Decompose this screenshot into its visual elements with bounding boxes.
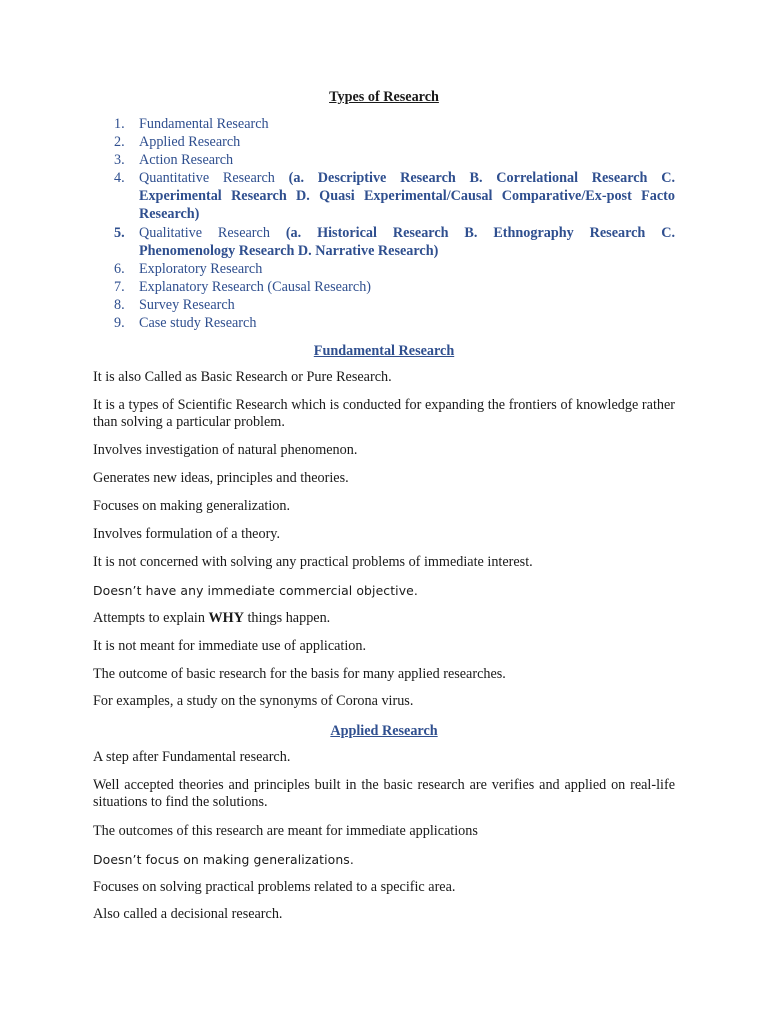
list-item-text: Action Research [139, 152, 234, 169]
list-item [93, 151, 675, 169]
paragraph: It is not concerned with solving any practical problems of immediate interest. [93, 554, 533, 570]
paragraph: Focuses on solving practical problems related to a specific area. [93, 879, 456, 895]
paragraph: Involves formulation of a theory. [93, 526, 281, 542]
paragraph: The outcomes of this research are meant for immediate applications [93, 823, 478, 839]
paragraph: It is also Called as Basic Research or Pure Research. [93, 369, 392, 385]
paragraph: For examples, a study on the synonyms of Corona virus. [93, 693, 414, 709]
paragraph-text: Attempts to explain [93, 610, 209, 626]
section-heading-applied: Applied Research [330, 723, 438, 739]
list-item-text: Quantitative Research [139, 170, 289, 187]
list-number: 9. [114, 315, 125, 332]
list-number: 1. [114, 116, 125, 132]
list-number: 5. [114, 224, 125, 241]
list-item [93, 278, 675, 296]
list-number: 3. [114, 152, 125, 169]
list-number: 4. [114, 170, 125, 187]
list-item [93, 133, 675, 151]
list-item [93, 296, 675, 314]
types-list [93, 115, 675, 332]
list-item-text: Fundamental Research [139, 116, 269, 132]
list-item-subtypes: (a. Descriptive Research B. Correlational Research C. Experimental Research D. Quasi Experimental/Causal Comparative/Ex-post Facto Research) [139, 170, 676, 223]
list-number: 6. [114, 260, 125, 277]
paragraph: It is a types of Scientific Research which is conducted for expanding the frontiers of knowledge rather than solving a particular problem. [93, 397, 675, 431]
list-item [93, 314, 675, 332]
paragraph: Involves investigation of natural phenomenon. [93, 442, 358, 458]
paragraph-text: things happen. [243, 610, 331, 626]
list-item-text: Applied Research [139, 134, 241, 151]
list-item [93, 115, 675, 133]
paragraph: A step after Fundamental research. [93, 749, 291, 765]
paragraph: Doesn’t focus on making generalizations. [93, 852, 354, 867]
list-number: 8. [114, 296, 125, 313]
section-heading-fundamental: Fundamental Research [313, 343, 455, 359]
list-item-text: Qualitative Research [139, 224, 286, 241]
list-item-text: Survey Research [139, 296, 235, 313]
list-item [93, 260, 675, 278]
list-item-text: Exploratory Research [139, 260, 263, 277]
list-number: 2. [114, 134, 125, 151]
paragraph: Focuses on making generalization. [93, 498, 290, 514]
list-item-text: Explanatory Research (Causal Research) [139, 278, 372, 295]
emphasis-why: WHY [208, 610, 244, 626]
list-item [93, 169, 675, 223]
paragraph: Well accepted theories and principles built in the basic research are verifies and applied on real-life situations to find the solutions. [93, 777, 675, 811]
paragraph: Also called a decisional research. [93, 906, 283, 922]
paragraph: The outcome of basic research for the basis for many applied researches. [93, 666, 506, 682]
paragraph: Doesn’t have any immediate commercial objective. [93, 583, 418, 598]
list-item [93, 224, 675, 260]
list-number: 7. [114, 278, 125, 295]
paragraph: It is not meant for immediate use of application. [93, 638, 367, 654]
paragraph-why [93, 610, 675, 627]
list-item-subtypes: (a. Historical Research B. Ethnography Research C. Phenomenology Research D. Narrative Research) [139, 224, 675, 259]
page-title: Types of Research [329, 89, 439, 105]
list-item-text: Case study Research [139, 315, 257, 332]
paragraph: Generates new ideas, principles and theories. [93, 470, 349, 486]
